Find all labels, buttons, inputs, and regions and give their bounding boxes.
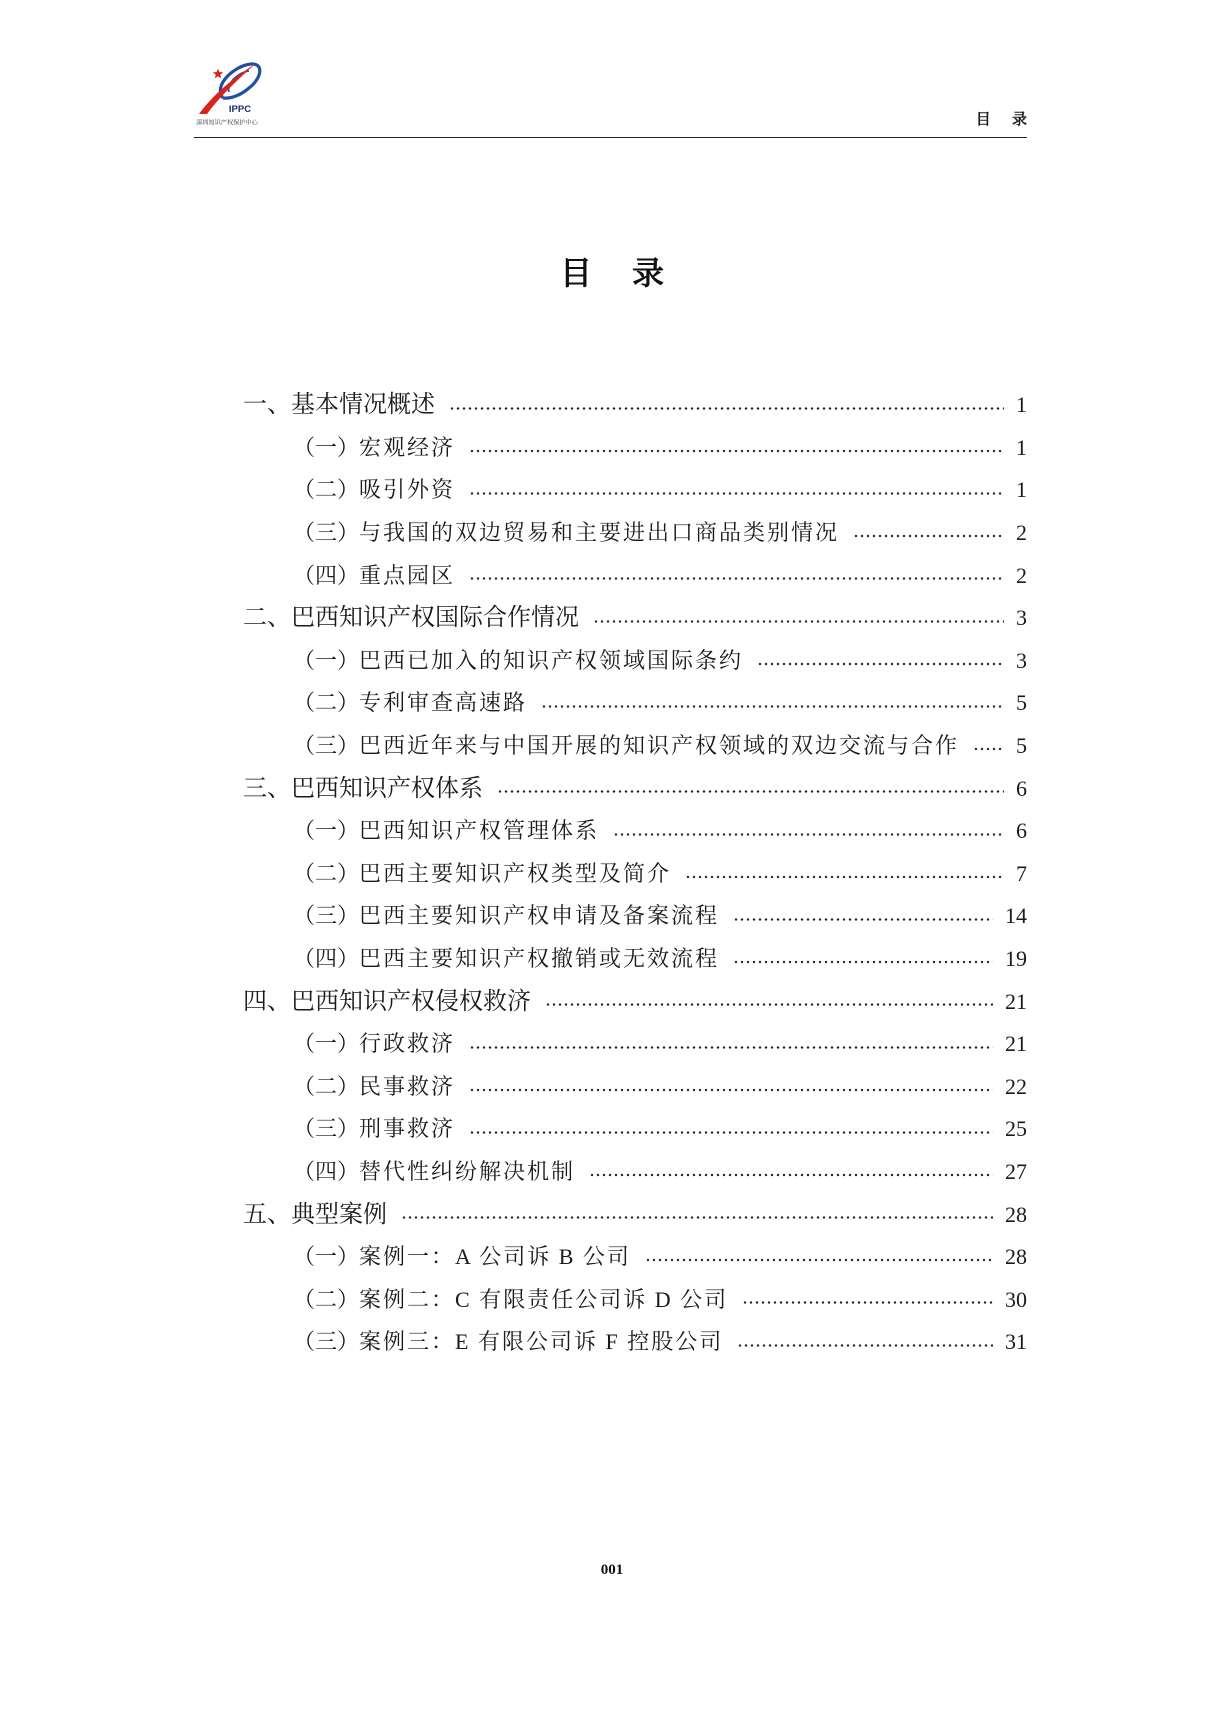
toc-section-entry[interactable] [243, 980, 1027, 1023]
toc-subsection-number: （一） [293, 1244, 360, 1270]
dot-leader [541, 682, 1004, 725]
dot-leader [449, 384, 1004, 427]
dot-leader [545, 980, 993, 1023]
toc-subsection-title: 行政救济 [359, 1031, 456, 1057]
dot-leader [593, 597, 1004, 640]
dot-leader [733, 895, 993, 938]
toc-subsection-title: 巴西主要知识产权类型及简介 [359, 860, 672, 886]
toc-subsection-title: 巴西近年来与中国开展的知识产权领域的双边交流与合作 [359, 733, 960, 759]
toc-subsection-number: （一） [293, 434, 360, 460]
toc-subsection-title: 宏观经济 [359, 434, 456, 460]
dot-leader [973, 725, 1004, 768]
toc-subsection-title: 替代性纠纷解决机制 [359, 1158, 576, 1184]
toc-section-title: 二、巴西知识产权国际合作情况 [243, 605, 579, 632]
toc-subsection-entry[interactable] [243, 1321, 1027, 1364]
toc-page-number: 21 [1005, 988, 1027, 1014]
running-header-title: 目 录 [975, 110, 1035, 128]
toc-subsection-number: （四） [293, 946, 360, 972]
header-divider [194, 137, 1027, 138]
dot-leader [737, 1321, 993, 1364]
table-of-contents [243, 384, 1027, 1364]
toc-page-number: 25 [1005, 1116, 1027, 1142]
toc-page-number: 21 [1005, 1031, 1027, 1057]
toc-page-number: 2 [1016, 520, 1027, 546]
toc-subsection-entry[interactable] [243, 895, 1027, 938]
toc-section-title: 五、典型案例 [243, 1201, 387, 1228]
toc-subsection-title: 专利审查高速路 [359, 690, 528, 716]
toc-subsection-entry[interactable] [243, 810, 1027, 853]
toc-page-number: 14 [1005, 903, 1027, 929]
toc-page-number: 5 [1016, 690, 1027, 716]
toc-page-number: 6 [1016, 775, 1027, 801]
toc-subsection-entry[interactable] [243, 682, 1027, 725]
toc-subsection-entry[interactable] [243, 938, 1027, 981]
toc-subsection-number: （二） [293, 860, 360, 886]
toc-subsection-title: 案例一：A 公司诉 B 公司 [359, 1244, 631, 1270]
toc-section-title: 一、基本情况概述 [243, 392, 435, 419]
ippc-logo [193, 56, 265, 132]
toc-page-number: 5 [1016, 733, 1027, 759]
dot-leader [469, 1108, 993, 1151]
toc-subsection-entry[interactable] [243, 1023, 1027, 1066]
toc-page-number: 31 [1005, 1329, 1027, 1355]
toc-page-number: 7 [1016, 860, 1027, 886]
toc-page-number: 6 [1016, 818, 1027, 844]
dot-leader [757, 640, 1004, 683]
toc-section-entry[interactable] [243, 767, 1027, 810]
toc-subsection-title: 吸引外资 [359, 477, 456, 503]
toc-subsection-number: （二） [293, 690, 360, 716]
dot-leader [589, 1151, 993, 1194]
toc-subsection-number: （三） [293, 520, 360, 546]
toc-subsection-entry[interactable] [243, 853, 1027, 896]
toc-subsection-entry[interactable] [243, 554, 1027, 597]
toc-subsection-title: 重点园区 [359, 562, 456, 588]
toc-subsection-number: （一） [293, 1031, 360, 1057]
toc-subsection-number: （二） [293, 477, 360, 503]
toc-subsection-entry[interactable] [243, 427, 1027, 470]
dot-leader [469, 1023, 993, 1066]
toc-subsection-number: （三） [293, 903, 360, 929]
dot-leader [742, 1278, 993, 1321]
toc-section-title: 四、巴西知识产权侵权救济 [243, 988, 531, 1015]
toc-section [243, 1193, 1027, 1363]
toc-subsection-entry[interactable] [243, 1066, 1027, 1109]
toc-page-number: 3 [1016, 605, 1027, 631]
toc-section-entry[interactable] [243, 597, 1027, 640]
toc-subsection-title: 案例二：C 有限责任公司诉 D 公司 [359, 1286, 729, 1312]
toc-section-title: 三、巴西知识产权体系 [243, 775, 483, 802]
toc-page-number: 3 [1016, 647, 1027, 673]
toc-subsection-number: （三） [293, 1116, 360, 1142]
toc-subsection-number: （三） [293, 1329, 360, 1355]
toc-section [243, 980, 1027, 1193]
toc-page-number: 2 [1016, 562, 1027, 588]
toc-subsection-number: （二） [293, 1286, 360, 1312]
footer-page-number: 001 [600, 1562, 624, 1578]
toc-subsection-number: （四） [293, 1158, 360, 1184]
toc-subsection-entry[interactable] [243, 640, 1027, 683]
toc-subsection-number: （一） [293, 818, 360, 844]
toc-subsection-number: （二） [293, 1073, 360, 1099]
toc-section [243, 597, 1027, 767]
toc-subsection-entry[interactable] [243, 512, 1027, 555]
toc-section-entry[interactable] [243, 1193, 1027, 1236]
toc-page-number: 22 [1005, 1073, 1027, 1099]
toc-subsection-entry[interactable] [243, 1108, 1027, 1151]
toc-page-number: 19 [1005, 946, 1027, 972]
star-icon [213, 69, 223, 79]
dot-leader [497, 767, 1004, 810]
dot-leader [469, 469, 1004, 512]
dot-leader [853, 512, 1004, 555]
toc-subsection-entry[interactable] [243, 725, 1027, 768]
page-title: 目 录 [559, 255, 680, 291]
logo-graphic [193, 56, 265, 132]
toc-subsection-title: 巴西已加入的知识产权领域国际条约 [359, 647, 744, 673]
toc-page-number: 28 [1005, 1201, 1027, 1227]
toc-subsection-entry[interactable] [243, 1278, 1027, 1321]
toc-page-number: 1 [1016, 392, 1027, 418]
toc-subsection-title: 与我国的双边贸易和主要进出口商品类别情况 [359, 520, 840, 546]
toc-page-number: 30 [1005, 1286, 1027, 1312]
toc-page-number: 27 [1005, 1158, 1027, 1184]
toc-subsection-number: （四） [293, 562, 360, 588]
toc-subsection-entry[interactable] [243, 469, 1027, 512]
toc-subsection-number: （一） [293, 647, 360, 673]
logo-blue-orbit [220, 64, 259, 98]
dot-leader [469, 427, 1004, 470]
toc-subsection-title: 刑事救济 [359, 1116, 456, 1142]
toc-subsection-title: 巴西主要知识产权申请及备案流程 [359, 903, 720, 929]
toc-subsection-title: 巴西知识产权管理体系 [359, 818, 600, 844]
toc-subsection-title: 民事救济 [359, 1073, 456, 1099]
dot-leader [733, 938, 993, 981]
toc-section [243, 767, 1027, 980]
dot-leader [469, 1066, 993, 1109]
toc-subsection-title: 案例三：E 有限公司诉 F 控股公司 [359, 1329, 724, 1355]
toc-subsection-entry[interactable] [243, 1236, 1027, 1279]
toc-section [243, 384, 1027, 597]
dot-leader [469, 554, 1004, 597]
toc-subsection-number: （三） [293, 733, 360, 759]
dot-leader [685, 853, 1004, 896]
dot-leader [401, 1193, 993, 1236]
toc-subsection-title: 巴西主要知识产权撤销或无效流程 [359, 946, 720, 972]
toc-page-number: 28 [1005, 1244, 1027, 1270]
dot-leader [645, 1236, 993, 1279]
toc-page-number: 1 [1016, 477, 1027, 503]
toc-page-number: 1 [1016, 434, 1027, 460]
toc-subsection-entry[interactable] [243, 1151, 1027, 1194]
toc-section-entry[interactable] [243, 384, 1027, 427]
logo-wordmark: IPPC [228, 104, 252, 115]
logo-subtitle: 深圳知识产权保护中心 [196, 119, 258, 127]
dot-leader [613, 810, 1004, 853]
